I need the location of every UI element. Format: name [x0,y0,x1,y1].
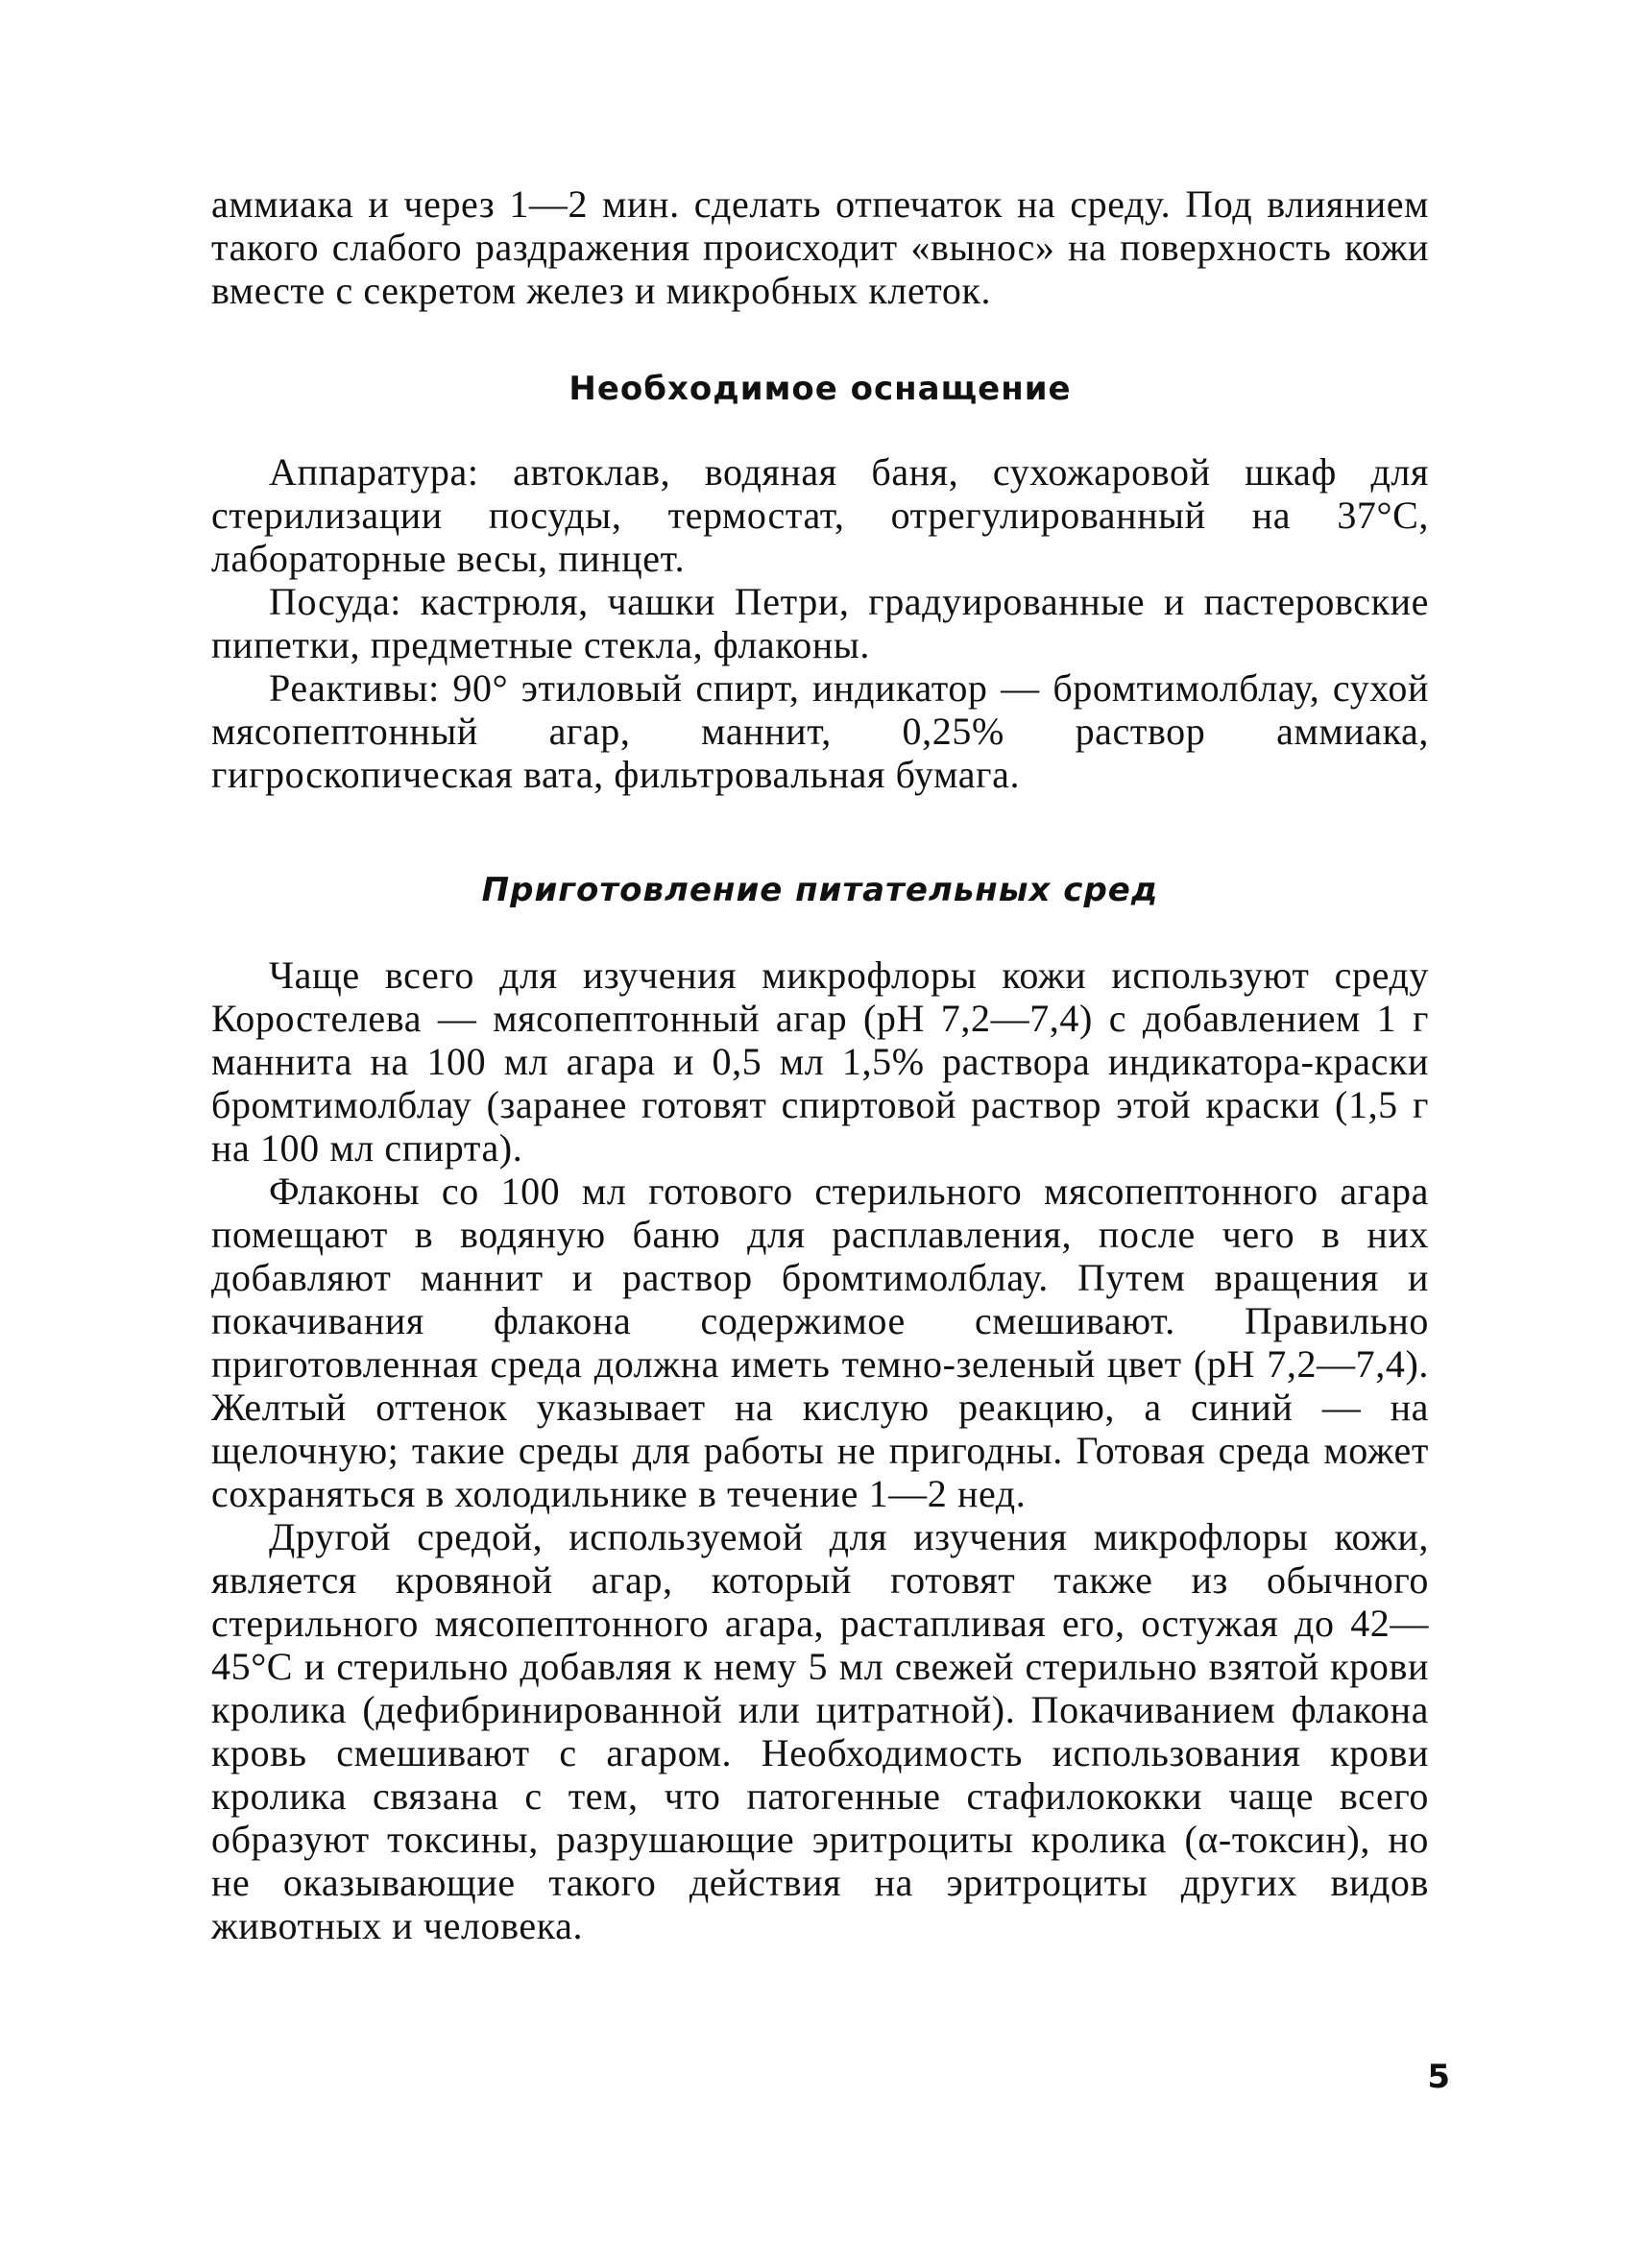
page-content [211,182,1429,1947]
paragraph-korostelev-medium: Чаще всего для изучения микрофлоры кожи используют среду Коростелева — мясопептонный агар (рН 7,2—7,4) с добавлением 1 г маннита на 100 мл агара и 0,5 мл 1,5% раствора индикатора-краски бромтимолблау (заранее готовят спиртовой раствор этой краски (1,5 г на 100 мл спирта). [211,953,1429,1170]
page-number: 5 [1427,2058,1450,2096]
paragraph-apparatus: Аппаратура: автоклав, водяная баня, сухожаровой шкаф для стерилизации посуды, термостат, отрегулированный на 37°С, лабораторные весы, пинцет. [211,450,1429,580]
paragraph-dishware: Посуда: кастрюля, чашки Петри, градуированные и пастеровские пипетки, предметные стекла, флаконы. [211,580,1429,666]
paragraph-reagents: Реактивы: 90° этиловый спирт, индикатор — бромтимолблау, сухой мясопептонный агар, маннит, 0,25% раствор аммиака, гигроскопическая вата, фильтровальная бумага. [211,666,1429,796]
section-heading-media-preparation: Приготовление питательных сред [481,871,1159,909]
section-heading-equipment: Необходимое оснащение [568,370,1072,408]
continued-paragraph: аммиака и через 1—2 мин. сделать отпечаток на среду. Под влиянием такого слабого раздражения происходит «вынос» на поверхность кожи вместе с секретом желез и микробных клеток. [211,182,1429,312]
paragraph-blood-agar: Другой средой, используемой для изучения микрофлоры кожи, является кровяной агар, который готовят также из обычного стерильного мясопептонного агара, растапливая его, остужая до 42—45°С и стерильно добавляя к нему 5 мл свежей стерильно взятой крови кролика (дефибринированной или цитратной). Покачиванием флакона кровь смешивают с агаром. Необходимость использования крови кролика связана с тем, что патогенные стафилококки чаще всего образуют токсины, разрушающие эритроциты кролика (α-токсин), но не оказывающие такого действия на эритроциты других видов животных и человека. [211,1515,1429,1947]
paragraph-flasks: Флаконы со 100 мл готового стерильного мясопептонного агара помещают в водяную баню для расплавления, после чего в них добавляют маннит и раствор бромтимолблау. Путем вращения и покачивания флакона содержимое смешивают. Правильно приготовленная среда должна иметь темно-зеленый цвет (рН 7,2—7,4). Желтый оттенок указывает на кислую реакцию, а синий — на щелочную; такие среды для работы не пригодны. Готовая среда может сохраняться в холодильнике в течение 1—2 нед. [211,1170,1429,1515]
